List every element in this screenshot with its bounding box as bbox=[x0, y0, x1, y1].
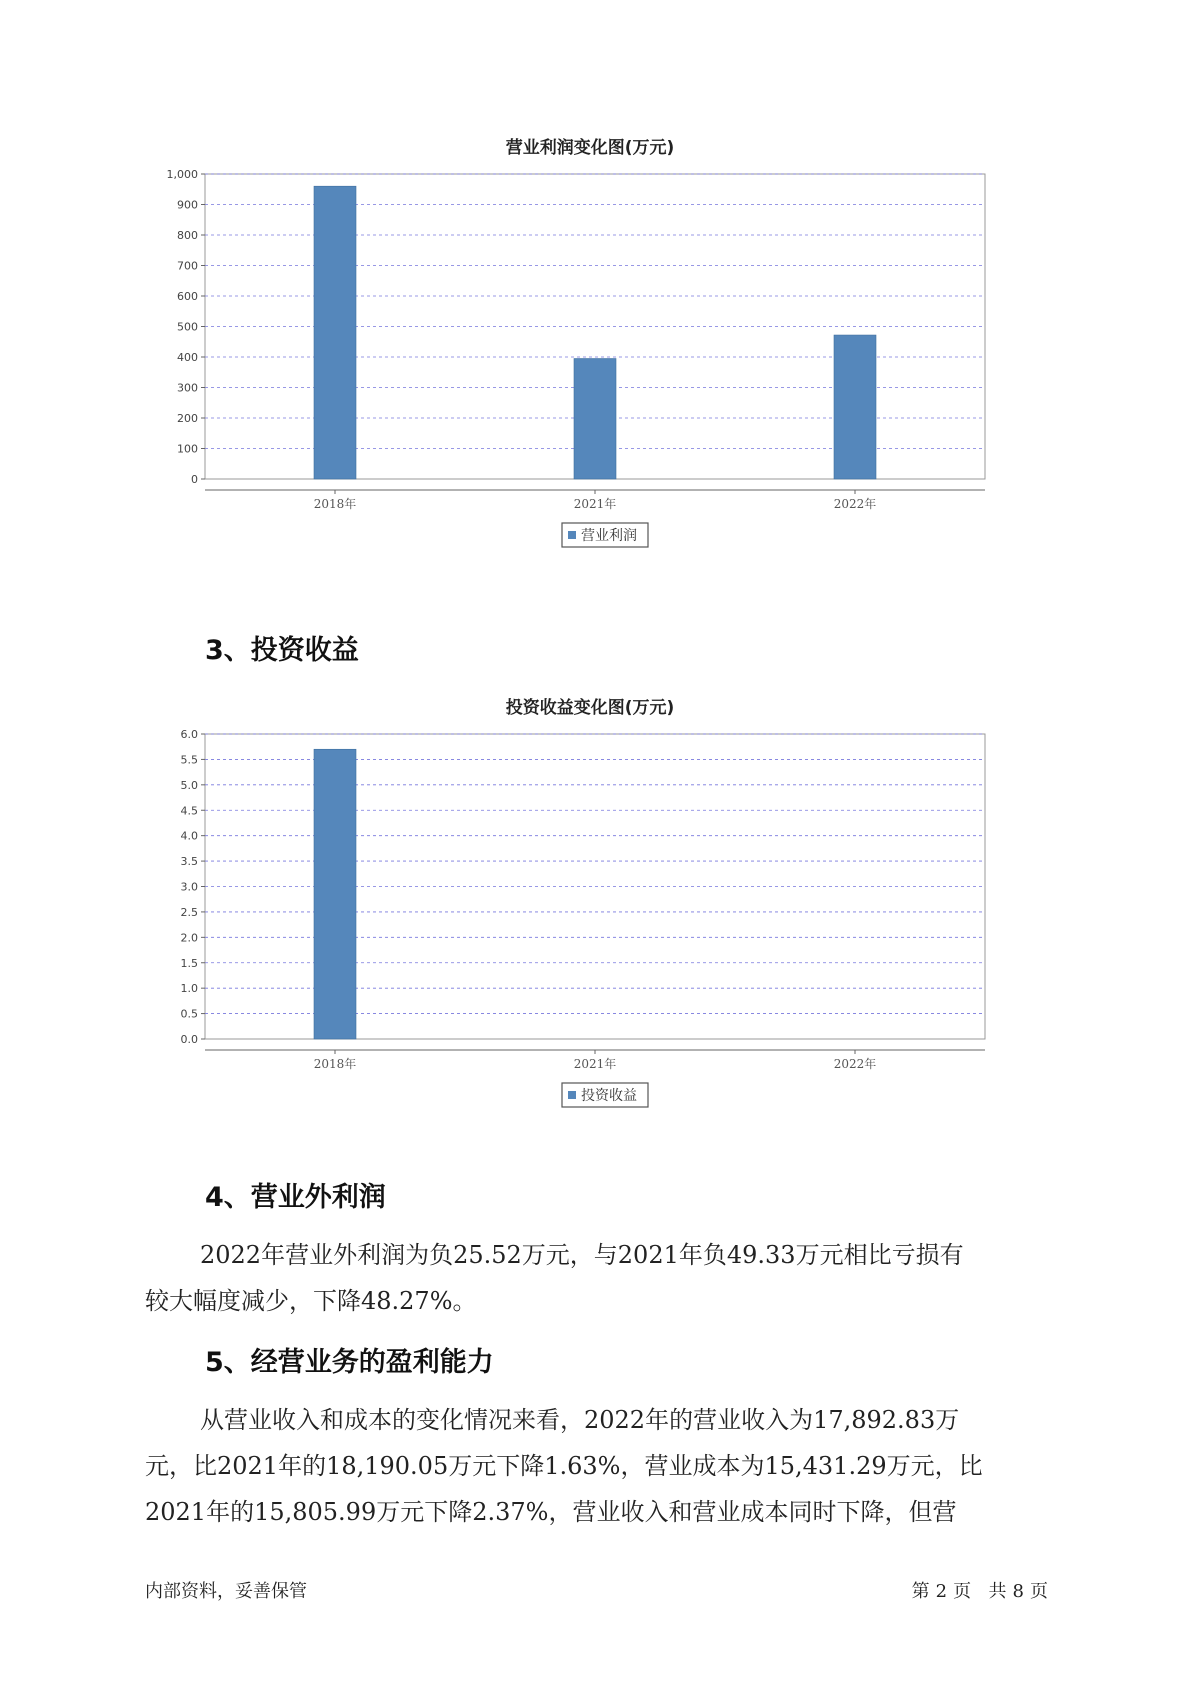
y-tick-label: 400 bbox=[177, 351, 198, 364]
paragraph-line: 元，比2021年的18,190.05万元下降1.63%，营业成本为15,431.29万元，比 bbox=[145, 1452, 983, 1480]
y-tick-label: 800 bbox=[177, 229, 198, 242]
paragraph-line: 2022年营业外利润为负25.52万元，与2021年负49.33万元相比亏损有 bbox=[200, 1241, 964, 1269]
y-tick-label: 5.5 bbox=[180, 753, 198, 767]
y-tick-label: 0.5 bbox=[180, 1007, 198, 1021]
bar bbox=[834, 335, 876, 479]
y-tick-label: 600 bbox=[177, 290, 198, 303]
paragraph-line: 较大幅度减少，下降48.27%。 bbox=[145, 1287, 477, 1315]
chart-title: 营业利润变化图(万元) bbox=[505, 138, 675, 158]
x-tick-label: 2021年 bbox=[573, 1057, 617, 1071]
y-tick-label: 100 bbox=[177, 442, 198, 456]
y-tick-label: 2.5 bbox=[180, 905, 198, 919]
section-heading-investment-income: 3、投资收益 bbox=[205, 635, 359, 666]
paragraph-line: 从营业收入和成本的变化情况来看，2022年的营业收入为17,892.83万 bbox=[200, 1406, 960, 1434]
operating-profit-chart bbox=[150, 130, 1030, 550]
bar bbox=[574, 359, 616, 479]
paragraph-line: 2021年的15,805.99万元下降2.37%，营业收入和营业成本同时下降，但营 bbox=[145, 1498, 957, 1526]
total-pages: 8 bbox=[1012, 1581, 1024, 1602]
legend-label: 营业利润 bbox=[581, 528, 637, 544]
y-tick-label: 200 bbox=[177, 412, 198, 425]
x-tick-label: 2022年 bbox=[833, 1057, 877, 1071]
legend-label: 投资收益 bbox=[581, 1088, 637, 1104]
paragraph-profitability bbox=[145, 1397, 1055, 1535]
x-tick-label: 2018年 bbox=[313, 1057, 357, 1071]
bar bbox=[314, 749, 356, 1039]
x-tick-label: 2022年 bbox=[833, 497, 877, 511]
total-unit: 页 bbox=[1030, 1581, 1048, 1602]
y-tick-label: 0.0 bbox=[180, 1033, 198, 1046]
y-tick-label: 500 bbox=[177, 320, 198, 334]
y-tick-label: 2.0 bbox=[180, 931, 198, 945]
y-tick-label: 1.0 bbox=[180, 982, 198, 996]
footer-confidential-note: 内部资料，妥善保管 bbox=[145, 1581, 307, 1602]
page-unit: 页 bbox=[953, 1581, 972, 1602]
y-tick-label: 300 bbox=[177, 381, 198, 395]
y-tick-label: 3.0 bbox=[180, 880, 198, 894]
footer-page-number bbox=[909, 1577, 1051, 1603]
y-tick-label: 3.5 bbox=[180, 855, 198, 869]
legend-swatch bbox=[568, 531, 576, 539]
y-tick-label: 6.0 bbox=[180, 728, 198, 741]
x-tick-label: 2021年 bbox=[573, 497, 617, 511]
chart-canvas bbox=[150, 720, 1030, 1110]
section-heading-profitability: 5、经营业务的盈利能力 bbox=[205, 1347, 494, 1378]
y-tick-label: 700 bbox=[177, 259, 198, 273]
legend-swatch bbox=[568, 1091, 576, 1099]
y-tick-label: 0 bbox=[191, 473, 198, 486]
y-tick-label: 900 bbox=[177, 198, 198, 212]
page-number: 2 bbox=[935, 1581, 948, 1602]
chart-title: 投资收益变化图(万元) bbox=[505, 698, 675, 718]
y-tick-label: 4.5 bbox=[180, 804, 198, 818]
y-tick-label: 1.5 bbox=[180, 956, 198, 970]
chart-canvas bbox=[150, 160, 1030, 550]
section-heading-non-operating-profit: 4、营业外利润 bbox=[205, 1182, 386, 1213]
bar bbox=[314, 186, 356, 479]
paragraph-non-operating-profit bbox=[145, 1232, 1055, 1324]
y-tick-label: 4.0 bbox=[180, 829, 198, 843]
y-tick-label: 5.0 bbox=[180, 778, 198, 792]
y-tick-label: 1,000 bbox=[166, 168, 198, 181]
page-prefix: 第 bbox=[911, 1581, 930, 1602]
total-prefix: 共 bbox=[988, 1581, 1007, 1602]
x-tick-label: 2018年 bbox=[313, 497, 357, 511]
investment-income-chart bbox=[150, 680, 1030, 1104]
